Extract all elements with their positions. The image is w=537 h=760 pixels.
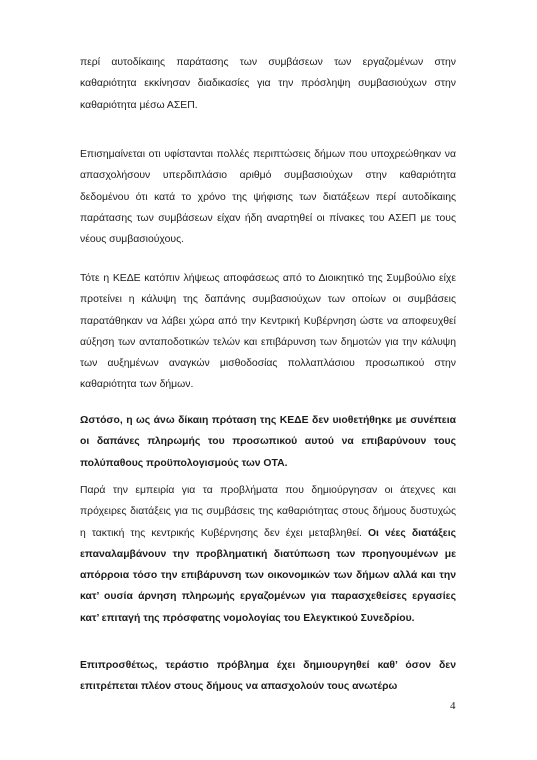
paragraph-1: περί αυτοδίκαιης παράτασης των συμβάσεων των εργαζομένων στην καθαριότητα εκκίνησαν διαδικασίες για την πρόσληψη συμβασιούχων στην καθαριότητα μέσω ΑΣΕΠ. (80, 57, 456, 111)
paragraph-5-bold-text: Οι νέες διατάξεις επαναλαμβάνουν την προβληματική διατύπωση των προηγουμένων με απόρροια τόσο την επιβάρυνση των οικονομικών των δήμων αλλά και την κατ’ ουσία άρνηση πληρωμής εργαζομένων για παρασχεθείσες εργασίες κατ’ επιταγή της πρόσφατης νομολογίας του Ελεγκτικού Συνεδρίου. (80, 527, 456, 624)
paragraph-3: Τότε η ΚΕΔΕ κατόπιν λήψεως αποφάσεως από το Διοικητικό της Συμβούλιο είχε προτείνει η κάλυψη της δαπάνης συμβασιούχων των οποίων οι συμβάσεις παρατάθηκαν να λάβει χώρα από την Κεντρική Κυβέρνηση ώστε να αποφευχθεί αύξηση των ανταποδοτικών τελών και επιβάρυνση των δημοτών για την κάλυψη των αυξημένων αναγκών μισθοδοσίας πολλαπλάσιου προσωπικού στην καθαριότητα των δήμων. (80, 273, 456, 391)
paragraph-5 (80, 480, 456, 629)
paragraph-6-bold: Επιπροσθέτως, τεράστιο πρόβλημα έχει δημιουργηθεί καθ’ όσον δεν επιτρέπεται πλέον στους δήμους να απασχολούν τους ανωτέρω (80, 660, 456, 693)
page-number: 4 (450, 700, 456, 712)
paragraph-5-normal-text: Παρά την εμπειρία για τα προβλήματα που δημιούργησαν οι άτεχνες και πρόχειρες διατάξεις για τις συμβάσεις της καθαριότητας στους δήμους δυστυχώς η τακτική της κεντρικής Κυβέρνησης δεν έχει μεταβληθεί. (80, 485, 456, 539)
paragraph-4-bold: Ωστόσο, η ως άνω δίκαιη πρόταση της ΚΕΔΕ δεν υιοθετήθηκε με συνέπεια οι δαπάνες πληρωμής του προσωπικού αυτού να επιβαρύνουν τους πολύπαθους προϋπολογισμούς των ΟΤΑ. (80, 415, 456, 469)
paragraph-2: Επισημαίνεται οτι υφίστανται πολλές περιπτώσεις δήμων που υποχρεώθηκαν να απασχολήσουν υπερδιπλάσιο αριθμό συμβασιούχων στην καθαριότητα δεδομένου ότι κατά το χρόνο της ψήφισης των διατάξεων περί αυτοδίκαιης παράτασης των συμβάσεων είχαν ήδη αναρτηθεί οι πίνακες του ΑΣΕΠ με τους νέους συμβασιούχους. (80, 149, 456, 246)
